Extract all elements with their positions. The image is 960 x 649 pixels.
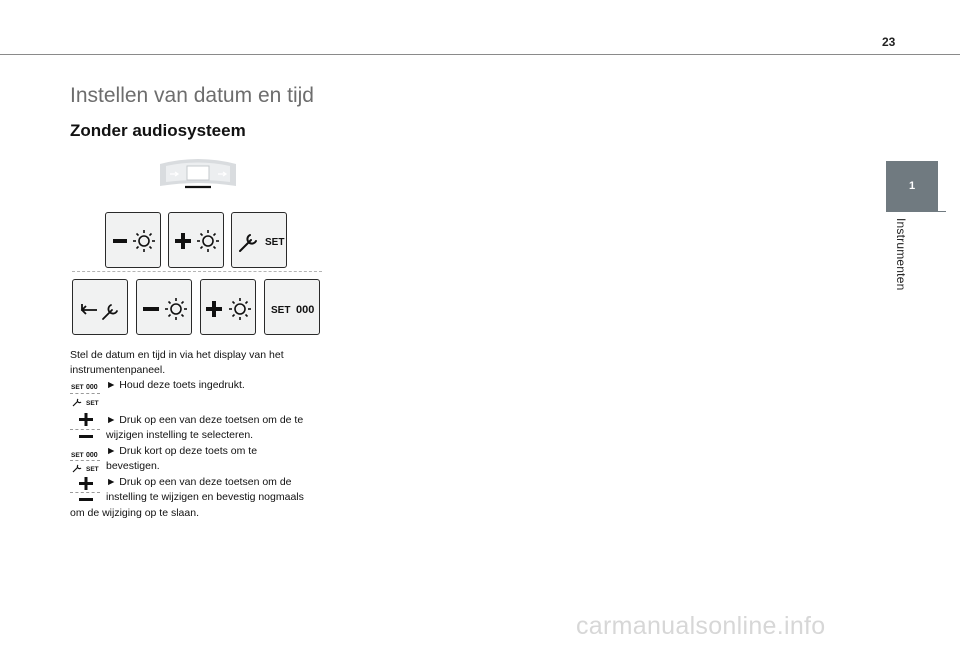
minus-brightness-icon	[106, 213, 162, 269]
svg-text:SET: SET	[86, 466, 99, 473]
back-arrow-icon	[73, 280, 129, 336]
svg-text:SET: SET	[71, 452, 84, 459]
ooo-label: 000	[296, 304, 315, 316]
set-ooo-mini-icon	[70, 448, 102, 460]
mini-divider	[70, 492, 100, 493]
chapter-label: Instrumenten	[894, 218, 908, 291]
step3-text-a: ► Druk kort op deze toets om te	[106, 445, 258, 457]
back-wrench-button[interactable]	[72, 279, 128, 335]
minus-brightness-icon	[137, 280, 193, 336]
step2-text-b: wijzigen instelling te selecteren.	[106, 429, 254, 441]
minus-mini-icon	[74, 431, 98, 441]
plus-brightness-icon	[169, 213, 225, 269]
minus-mini-icon	[74, 494, 98, 504]
watermark: carmanualsonline.info	[576, 612, 826, 640]
wrench-icon	[232, 213, 288, 269]
minus-brightness-button-2[interactable]	[136, 279, 192, 335]
set-label: SET	[265, 237, 285, 248]
dashed-divider	[72, 271, 322, 272]
plus-brightness-button-2[interactable]	[200, 279, 256, 335]
plus-brightness-button[interactable]	[168, 212, 224, 268]
chapter-number: 1	[908, 180, 916, 192]
wrench-set-mini-icon	[70, 396, 102, 408]
wrench-set-mini-icon	[70, 462, 102, 474]
mini-divider	[70, 460, 100, 461]
set-ooo-mini-icon	[70, 380, 102, 392]
chapter-divider	[886, 211, 946, 212]
mini-divider	[70, 393, 100, 394]
section-title: Zonder audiosysteem	[70, 121, 246, 140]
instrument-panel-icon	[156, 156, 240, 192]
plus-mini-icon	[74, 412, 98, 428]
svg-text:SET: SET	[71, 384, 84, 391]
wrench-set-button[interactable]	[231, 212, 287, 268]
plus-mini-icon	[74, 476, 98, 492]
svg-text:000: 000	[86, 384, 98, 391]
page-number: 23	[882, 35, 896, 49]
intro-text: Stel de datum en tijd in via het display van het instrumentenpaneel.	[70, 349, 284, 376]
svg-text:000: 000	[86, 452, 98, 459]
step4-text-a: ► Druk op een van deze toetsen om de	[106, 476, 292, 488]
step2-text-a: ► Druk op een van deze toetsen om de te	[106, 414, 304, 426]
step4-text-b: instelling te wijzigen en bevestig nogmaals	[106, 491, 304, 503]
minus-brightness-button[interactable]	[105, 212, 161, 268]
step4-text-c: om de wijziging op te slaan.	[70, 507, 199, 519]
chapter-tab[interactable]	[886, 161, 938, 211]
svg-text:SET: SET	[86, 400, 99, 407]
header-divider	[0, 54, 960, 55]
step3-text-b: bevestigen.	[106, 460, 160, 472]
plus-brightness-icon	[201, 280, 257, 336]
mini-divider	[70, 429, 100, 430]
set-ooo-icon	[265, 280, 321, 336]
step1-text: ► Houd deze toets ingedrukt.	[106, 379, 245, 391]
set-label: SET	[271, 305, 291, 316]
page-title: Instellen van datum en tijd	[70, 84, 314, 107]
set-ooo-button[interactable]	[264, 279, 320, 335]
